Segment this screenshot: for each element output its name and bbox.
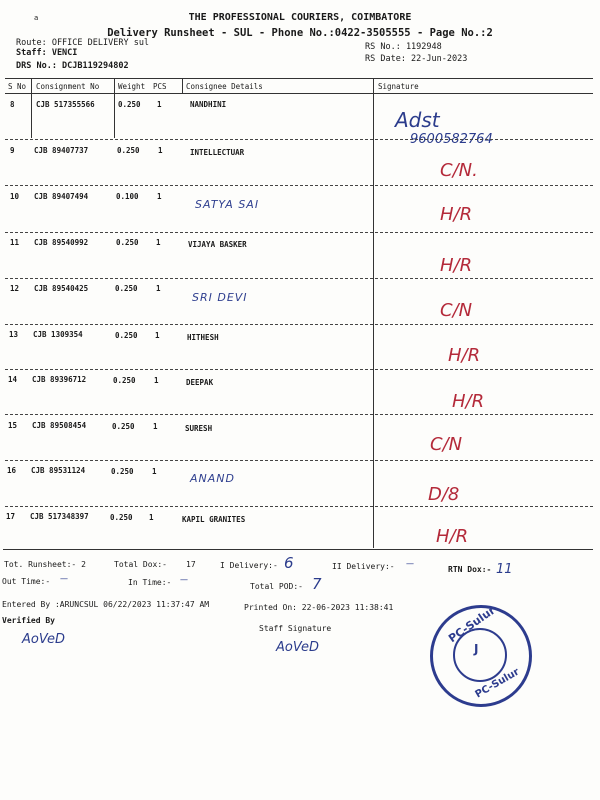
row-signature-phone: 9600582764	[410, 132, 493, 147]
stamp-top-text: PC-Sulur	[446, 603, 498, 646]
stamp-inner-ring	[453, 628, 507, 682]
row-divider	[5, 232, 593, 233]
col-divider	[31, 78, 32, 138]
total-pod-label: Total POD:-	[250, 582, 303, 591]
table-bottom-border	[3, 549, 593, 550]
total-dox-label: Total Dox:-	[114, 560, 167, 569]
i-delivery-label: I Delivery:-	[220, 561, 278, 570]
col-pcs: PCS	[153, 82, 167, 91]
row-sno: 15	[8, 421, 18, 430]
row-consignment: CJB 89540992	[34, 238, 89, 247]
table-header-border	[5, 93, 593, 94]
office-stamp	[430, 605, 532, 707]
col-signature: Signature	[378, 82, 419, 91]
row-sno: 12	[10, 284, 20, 293]
in-time-value: —	[180, 575, 188, 584]
out-time-value: —	[60, 574, 68, 583]
row-divider	[5, 324, 593, 325]
runsheet-subtitle: Delivery Runsheet - SUL - Phone No.:0422-3505555 - Page No.:2	[107, 27, 493, 39]
row-signature: C/N.	[440, 160, 478, 181]
row-consignment: CJB 89508454	[32, 421, 87, 430]
table-top-border	[5, 78, 593, 79]
corner-mark: a	[34, 14, 39, 22]
row-consignee-handwritten: SATYA SAI	[195, 198, 260, 211]
row-pcs: 1	[152, 467, 157, 476]
row-weight: 0.250	[118, 100, 141, 109]
row-sno: 11	[10, 238, 20, 247]
row-pcs: 1	[156, 284, 161, 293]
row-pcs: 1	[157, 192, 162, 201]
col-divider	[373, 78, 374, 548]
row-consignment: CJB 89531124	[31, 466, 86, 475]
row-consignment: CJB 517348397	[30, 512, 89, 521]
row-signature: H/R	[440, 255, 473, 276]
row-pcs: 1	[156, 238, 161, 247]
row-pcs: 1	[157, 100, 162, 109]
row-consignee-handwritten: SRI DEVI	[192, 291, 248, 304]
row-signature: D/8	[428, 484, 460, 505]
row-weight: 0.250	[116, 238, 139, 247]
verified-by-label: Verified By	[2, 616, 55, 625]
row-weight: 0.100	[116, 192, 139, 201]
staff-signature: AoVeD	[276, 640, 319, 655]
row-sno: 14	[8, 375, 18, 384]
i-delivery-value: 6	[284, 554, 294, 572]
row-weight: 0.250	[113, 376, 136, 385]
ii-delivery-label: II Delivery:-	[332, 562, 395, 571]
row-divider	[5, 278, 593, 279]
out-time-label: Out Time:-	[2, 577, 51, 586]
row-sno: 10	[10, 192, 20, 201]
row-pcs: 1	[155, 331, 160, 340]
row-weight: 0.250	[112, 422, 135, 431]
col-sno: S No	[8, 82, 27, 91]
company-title: THE PROFESSIONAL COURIERS, COIMBATORE	[188, 12, 412, 23]
row-signature: H/R	[436, 526, 469, 547]
stamp-center-letter: J	[474, 642, 479, 656]
verified-signature: AoVeD	[22, 632, 65, 647]
total-pod-value: 7	[312, 575, 322, 593]
row-divider	[5, 414, 593, 415]
col-consignment: Consignment No	[36, 82, 100, 91]
row-weight: 0.250	[110, 513, 133, 522]
rtn-dox-label: RTN Dox:-	[448, 565, 492, 574]
ii-delivery-value: —	[406, 559, 414, 568]
staff-signature-label: Staff Signature	[259, 624, 332, 633]
row-consignee: VIJAYA BASKER	[188, 240, 247, 249]
stamp-bottom-text: PC-Sulur	[473, 666, 522, 701]
row-consignee: SURESH	[185, 424, 213, 433]
row-signature: C/N	[430, 434, 463, 455]
row-signature: Adst	[395, 108, 440, 132]
row-weight: 0.250	[115, 331, 138, 340]
row-consignee: NANDHINI	[190, 100, 227, 109]
row-weight: 0.250	[111, 467, 134, 476]
row-divider	[5, 460, 593, 461]
entered-by: Entered By :ARUNCSUL 06/22/2023 11:37:47 AM	[2, 600, 210, 609]
rs-date: RS Date: 22-Jun-2023	[365, 54, 468, 64]
row-pcs: 1	[154, 376, 159, 385]
row-signature: H/R	[448, 345, 481, 366]
row-sno: 8	[10, 100, 15, 109]
rtn-dox-value: 11	[496, 562, 513, 577]
row-divider	[5, 506, 593, 507]
col-weight: Weight	[118, 82, 146, 91]
row-pcs: 1	[153, 422, 158, 431]
row-consignment: CJB 517355566	[36, 100, 95, 109]
row-signature: H/R	[452, 391, 485, 412]
row-consignment: CJB 89540425	[34, 284, 89, 293]
row-pcs: 1	[158, 146, 163, 155]
route-label: Route: OFFICE DELIVERY sul	[16, 38, 150, 48]
row-consignee: HITHESH	[187, 333, 219, 342]
row-sno: 16	[7, 466, 17, 475]
row-signature: C/N	[440, 300, 473, 321]
row-sno: 9	[10, 146, 15, 155]
row-consignment: CJB 89407494	[34, 192, 89, 201]
row-signature: H/R	[440, 204, 473, 225]
row-consignee: KAPIL GRANITES	[182, 515, 246, 524]
row-pcs: 1	[149, 513, 154, 522]
row-sno: 13	[9, 330, 19, 339]
row-consignee-handwritten: ANAND	[190, 472, 235, 485]
row-divider	[5, 369, 593, 370]
total-dox-value: 17	[186, 560, 196, 569]
col-divider	[182, 78, 183, 93]
row-weight: 0.250	[117, 146, 140, 155]
drs-number: DRS No.: DCJB119294802	[16, 61, 129, 71]
staff-label: Staff: VENCI	[16, 48, 78, 58]
printed-on: Printed On: 22-06-2023 11:38:41	[244, 603, 394, 612]
tot-runsheet: Tot. Runsheet:- 2	[4, 560, 86, 569]
row-consignment: CJB 89396712	[32, 375, 87, 384]
in-time-label: In Time:-	[128, 578, 172, 587]
col-divider	[114, 78, 115, 138]
row-divider	[5, 139, 593, 140]
row-sno: 17	[6, 512, 16, 521]
row-consignment: CJB 1309354	[33, 330, 83, 339]
row-consignee: INTELLECTUAR	[190, 148, 245, 157]
rs-number: RS No.: 1192948	[365, 42, 442, 52]
row-consignee: DEEPAK	[186, 378, 214, 387]
row-weight: 0.250	[115, 284, 138, 293]
col-consignee: Consignee Details	[186, 82, 263, 91]
row-consignment: CJB 89407737	[34, 146, 89, 155]
row-divider	[5, 185, 593, 186]
